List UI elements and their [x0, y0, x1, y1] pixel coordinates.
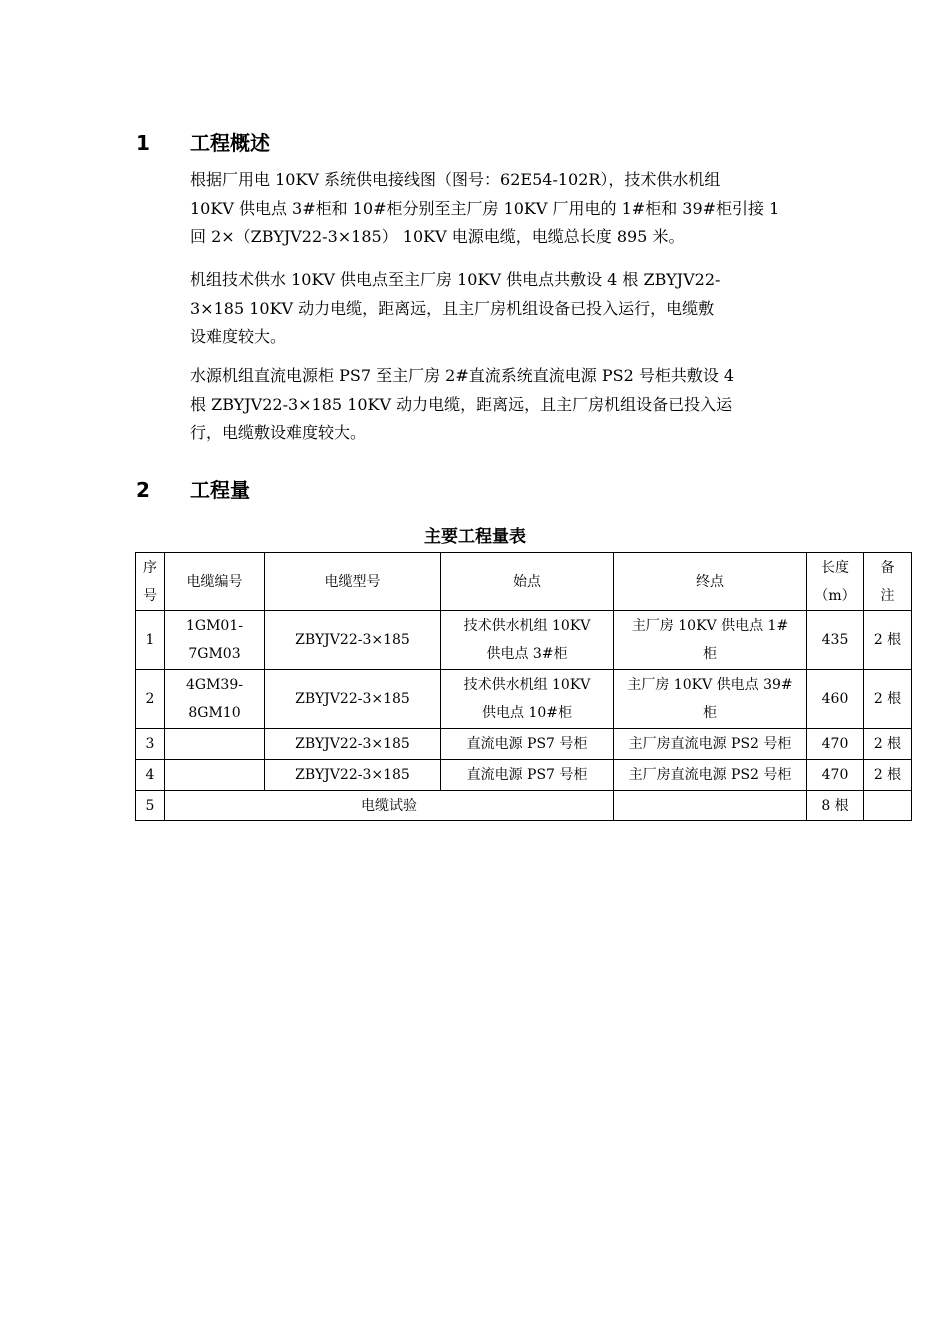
cell-length: 470: [807, 760, 864, 791]
cell-start-line: 技术供水机组 10KV: [463, 618, 591, 634]
text-line: 机组技术供水 10KV 供电点至主厂房 10KV 供电点共敷设 4 根 ZBYJV22-: [190, 270, 721, 289]
header-seq-line: 序: [143, 559, 157, 576]
cell-remark: 2 根: [864, 760, 912, 791]
cell-model: ZBYJV22-3×185: [265, 729, 441, 760]
table-row-test: [136, 791, 912, 821]
cell-end: [614, 611, 807, 670]
cell-seq: 3: [136, 729, 165, 760]
text-line: 回 2×（ZBYJV22-3×185） 10KV 电源电缆，电缆总长度 895 米。: [190, 227, 685, 246]
cell-end: 主厂房直流电源 PS2 号柜: [614, 760, 807, 791]
cell-seq: 2: [136, 670, 165, 729]
cell-model: ZBYJV22-3×185: [265, 670, 441, 729]
header-length-line: 长度: [821, 559, 849, 576]
cell-code-line: 8GM10: [188, 705, 241, 721]
cell-start-line: 供电点 3#柜: [486, 646, 568, 662]
text-line: 根 ZBYJV22-3×185 10KV 动力电缆，距离远，且主厂房机组设备已投入运: [190, 394, 733, 414]
table-header-row: [136, 553, 912, 611]
header-remark-line: 备: [880, 559, 895, 576]
cell-code-line: 4GM39-: [186, 677, 243, 693]
cell-end: 主厂房直流电源 PS2 号柜: [614, 729, 807, 760]
cell-start: 直流电源 PS7 号柜: [441, 729, 614, 760]
cell-start: [441, 670, 614, 729]
cell-model: ZBYJV22-3×185: [265, 760, 441, 791]
section-number: 1: [136, 131, 150, 155]
paragraph-3: [190, 362, 810, 448]
table-row: [136, 729, 912, 760]
section-title: 工程量: [190, 478, 250, 502]
cell-end-line: 主厂房 10KV 供电点 1#: [631, 618, 789, 634]
text-line: 根据厂用电 10KV 系统供电接线图（图号：62E54-102R），技术供水机组: [190, 170, 721, 189]
cell-length: 435: [807, 611, 864, 670]
header-length: [807, 553, 864, 611]
header-remark: [864, 553, 912, 611]
cell-length: 460: [807, 670, 864, 729]
cell-end: [614, 670, 807, 729]
table-title: 主要工程量表: [424, 527, 526, 547]
paragraph-2: [190, 266, 810, 352]
cell-start: [441, 611, 614, 670]
paragraph-1: [190, 166, 810, 252]
cell-remark: 2 根: [864, 729, 912, 760]
cell-code: [165, 760, 265, 791]
header-remark-line: 注: [880, 587, 895, 604]
header-end: 终点: [614, 553, 807, 611]
quantity-table: [135, 552, 912, 821]
text-line: 行，电缆敷设难度较大。: [190, 423, 367, 442]
cell-end-line: 柜: [703, 646, 717, 662]
section-title: 工程概述: [190, 131, 270, 155]
text-line: 10KV 供电点 3#柜和 10#柜分别至主厂房 10KV 厂用电的 1#柜和 39#柜引接 1: [190, 198, 780, 218]
cell-code-line: 1GM01-: [186, 618, 243, 634]
cell-remark: [864, 791, 912, 821]
header-code: 电缆编号: [165, 553, 265, 611]
cell-seq: 4: [136, 760, 165, 791]
cell-end-line: 主厂房 10KV 供电点 39#: [627, 677, 793, 693]
cell-model: ZBYJV22-3×185: [265, 611, 441, 670]
table-row: [136, 611, 912, 670]
header-start: 始点: [441, 553, 614, 611]
cell-seq: 5: [136, 791, 165, 821]
cell-code: [165, 611, 265, 670]
header-model: 电缆型号: [265, 553, 441, 611]
header-seq: [136, 553, 165, 611]
cell-remark: 2 根: [864, 670, 912, 729]
cell-start: 直流电源 PS7 号柜: [441, 760, 614, 791]
cell-length: 8 根: [807, 791, 864, 821]
cell-end-line: 柜: [703, 705, 717, 721]
text-line: 设难度较大。: [190, 327, 287, 346]
header-seq-line: 号: [143, 587, 157, 604]
header-length-line: （m）: [814, 587, 856, 604]
cell-seq: 1: [136, 611, 165, 670]
cell-remark: 2 根: [864, 611, 912, 670]
text-line: 3×185 10KV 动力电缆，距离远，且主厂房机组设备已投入运行，电缆敷: [190, 298, 715, 318]
cell-start-line: 技术供水机组 10KV: [463, 677, 591, 693]
table-row: [136, 670, 912, 729]
cell-test-label: 电缆试验: [165, 791, 614, 821]
cell-length: 470: [807, 729, 864, 760]
text-line: 水源机组直流电源柜 PS7 至主厂房 2#直流系统直流电源 PS2 号柜共敷设 4: [190, 366, 735, 385]
cell-end: [614, 791, 807, 821]
cell-code: [165, 670, 265, 729]
table-row: [136, 760, 912, 791]
cell-start-line: 供电点 10#柜: [482, 705, 572, 721]
cell-code: [165, 729, 265, 760]
section-number: 2: [136, 478, 150, 502]
cell-code-line: 7GM03: [188, 646, 241, 662]
